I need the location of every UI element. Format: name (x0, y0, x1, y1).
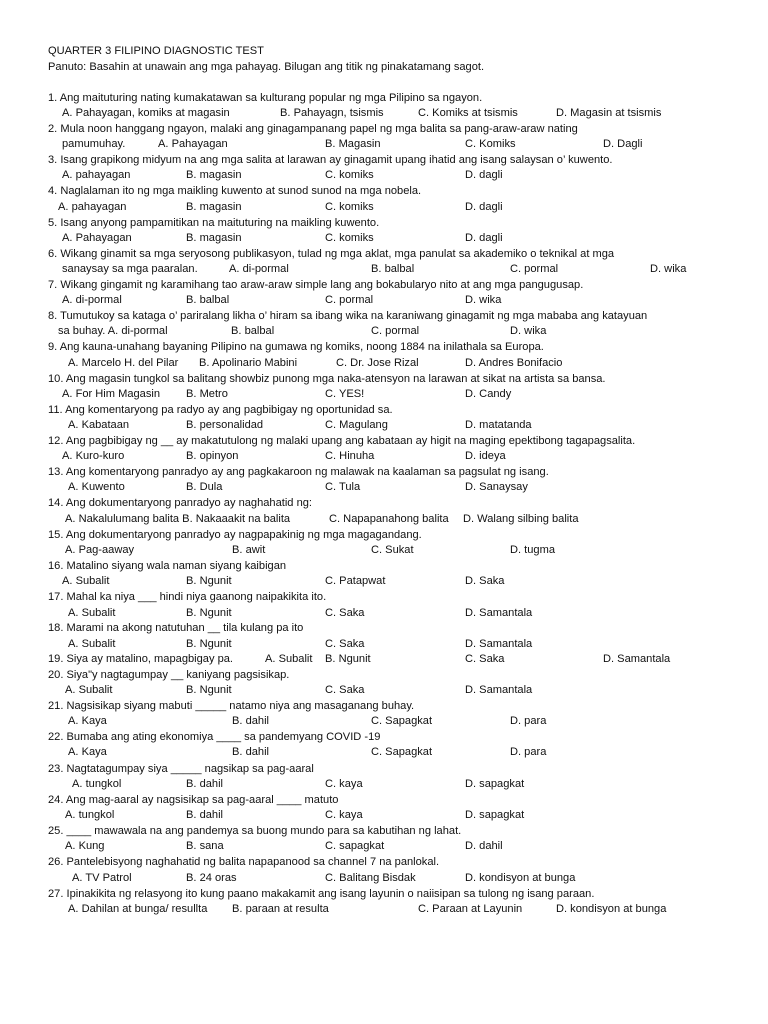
choice-11d[interactable]: D. matatanda (465, 419, 532, 431)
choice-10b[interactable]: B. Metro (186, 388, 228, 400)
choice-7a[interactable]: A. di-pormal (62, 294, 122, 306)
choice-5d[interactable]: D. dagli (465, 232, 503, 244)
choice-20a[interactable]: A. Subalit (65, 684, 113, 696)
choice-9a[interactable]: A. Marcelo H. del Pilar (68, 357, 179, 369)
question-7: 7. Wikang gingamit ng karamihang tao araw-araw simple lang ang bokabularyo nito at ang mga pangugusap. (48, 279, 584, 291)
choice-17a[interactable]: A. Subalit (68, 607, 116, 619)
choice-15a[interactable]: A. Pag-aaway (65, 544, 135, 556)
choice-15b[interactable]: B. awit (232, 544, 266, 556)
choice-14d[interactable]: D. Walang silbing balita (463, 513, 579, 525)
choice-6c[interactable]: C. pormal (510, 263, 559, 275)
choice-7d[interactable]: D. wika (465, 294, 502, 306)
choice-10d[interactable]: D. Candy (465, 388, 512, 400)
choice-6a[interactable]: A. di-pormal (229, 263, 289, 275)
choice-19a[interactable]: A. Subalit (265, 653, 313, 665)
question-21: 21. Nagsisikap siyang mabuti _____ natamo niya ang masaganang buhay. (48, 700, 415, 712)
choice-27c[interactable]: C. Paraan at Layunin (418, 903, 523, 915)
choice-8c[interactable]: C. pormal (371, 325, 420, 337)
choice-25a[interactable]: A. Kung (65, 840, 105, 852)
choice-4b[interactable]: B. magasin (186, 201, 242, 213)
choice-4d[interactable]: D. dagli (465, 201, 503, 213)
choice-1d[interactable]: D. Magasin at tsismis (556, 107, 662, 119)
choice-13c[interactable]: C. Tula (325, 481, 361, 493)
choice-17c[interactable]: C. Saka (325, 607, 365, 619)
choice-20b[interactable]: B. Ngunit (186, 684, 232, 696)
choice-17d[interactable]: D. Samantala (465, 607, 533, 619)
choice-2b[interactable]: B. Magasin (325, 138, 381, 150)
choice-12a[interactable]: A. Kuro-kuro (62, 450, 125, 462)
choice-6d[interactable]: D. wika (650, 263, 687, 275)
question-8-cont: sa buhay. A. di-pormal (58, 325, 168, 337)
question-12: 12. Ang pagbibigay ng __ ay makatutulong ng malaki upang ang kabataan ay higit na maging epektibong tagapagsalita. (48, 435, 636, 447)
choice-3b[interactable]: B. magasin (186, 169, 242, 181)
question-10: 10. Ang magasin tungkol sa balitang showbiz punong mga naka-atensyon na larawan at sikat na artista sa bansa. (48, 373, 606, 385)
choice-20c[interactable]: C. Saka (325, 684, 365, 696)
choice-24d[interactable]: D. sapagkat (465, 809, 525, 821)
question-20: 20. Siya"y nagtagumpay __ kaniyang pagsisikap. (48, 669, 290, 681)
question-26: 26. Pantelebisyong naghahatid ng balita napapanood sa channel 7 na panlokal. (48, 856, 440, 868)
document-title: QUARTER 3 FILIPINO DIAGNOSTIC TEST (48, 45, 264, 57)
choice-18c[interactable]: C. Saka (325, 638, 365, 650)
choice-17b[interactable]: B. Ngunit (186, 607, 232, 619)
choice-2d[interactable]: D. Dagli (603, 138, 643, 150)
choice-23b[interactable]: B. dahil (186, 778, 224, 790)
question-3: 3. Isang grapikong midyum na ang mga salita at larawan ay ginagamit upang ihatid ang isang salaysan o’ kuwento. (48, 154, 613, 166)
choice-10c[interactable]: C. YES! (325, 388, 365, 400)
choice-1b[interactable]: B. Pahayagn, tsismis (280, 107, 384, 119)
question-17: 17. Mahal ka niya ___ hindi niya gaanong naipakikita ito. (48, 591, 327, 603)
question-9: 9. Ang kauna-unahang bayaning Pilipino na gumawa ng komiks, noong 1884 na inilathala sa Europa. (48, 341, 544, 353)
choice-9b[interactable]: B. Apolinario Mabini (199, 357, 298, 369)
choice-24a[interactable]: A. tungkol (65, 809, 115, 821)
choice-11b[interactable]: B. personalidad (186, 419, 264, 431)
question-6: 6. Wikang ginamit sa mga seryosong publikasyon, tulad ng mga aklat, mga panulat sa akademiko o teknikal at mga (48, 248, 615, 260)
choice-6b[interactable]: B. balbal (371, 263, 415, 275)
question-14: 14. Ang dokumentaryong panradyo ay naghahatid ng: (48, 497, 312, 509)
choice-10a[interactable]: A. For Him Magasin (62, 388, 161, 400)
choice-5c[interactable]: C. komiks (325, 232, 374, 244)
choice-3d[interactable]: D. dagli (465, 169, 503, 181)
choice-16c[interactable]: C. Patapwat (325, 575, 386, 587)
choice-11c[interactable]: C. Magulang (325, 419, 388, 431)
question-1: 1. Ang maituturing nating kumakatawan sa kulturang popular ng mga Pilipino sa ngayon. (48, 92, 483, 104)
choice-16a[interactable]: A. Subalit (62, 575, 110, 587)
choice-5a[interactable]: A. Pahayagan (62, 232, 132, 244)
question-19: 19. Siya ay matalino, mapagbigay pa. (48, 653, 234, 665)
choice-13b[interactable]: B. Dula (186, 481, 223, 493)
choice-8d[interactable]: D. wika (510, 325, 547, 337)
choice-21b[interactable]: B. dahil (232, 715, 270, 727)
question-23: 23. Nagtatagumpay siya _____ nagsikap sa pag-aaral (48, 763, 314, 775)
choice-18b[interactable]: B. Ngunit (186, 638, 232, 650)
choice-23d[interactable]: D. sapagkat (465, 778, 525, 790)
question-11: 11. Ang komentaryong pa radyo ay ang pagbibigay ng oportunidad sa. (48, 404, 393, 416)
choice-12b[interactable]: B. opinyon (186, 450, 239, 462)
choice-16b[interactable]: B. Ngunit (186, 575, 232, 587)
choice-1a[interactable]: A. Pahayagan, komiks at magasin (62, 107, 230, 119)
choice-27a[interactable]: A. Dahilan at bunga/ resullta (68, 903, 208, 915)
choice-27d[interactable]: D. kondisyon at bunga (556, 903, 667, 915)
question-27: 27. Ipinakikita ng relasyong ito kung paano makakamit ang isang layunin o naiisipan sa tulong ng isang paraan. (48, 888, 595, 900)
choice-22a[interactable]: A. Kaya (68, 746, 107, 758)
choice-1c[interactable]: C. Komiks at tsismis (418, 107, 518, 119)
choice-21a[interactable]: A. Kaya (68, 715, 107, 727)
question-18: 18. Marami na akong natutuhan __ tila kulang pa ito (48, 622, 304, 634)
choice-18d[interactable]: D. Samantala (465, 638, 533, 650)
choice-19c[interactable]: C. Saka (465, 653, 505, 665)
choice-23a[interactable]: A. tungkol (72, 778, 122, 790)
choice-22c[interactable]: C. Sapagkat (371, 746, 433, 758)
choice-20d[interactable]: D. Samantala (465, 684, 533, 696)
choice-2c[interactable]: C. Komiks (465, 138, 516, 150)
choice-27b[interactable]: B. paraan at resulta (232, 903, 329, 915)
choice-5b[interactable]: B. magasin (186, 232, 242, 244)
question-5: 5. Isang anyong pampamitikan na maituturing na maikling kuwento. (48, 217, 380, 229)
choice-15d[interactable]: D. tugma (510, 544, 556, 556)
choice-24b[interactable]: B. dahil (186, 809, 224, 821)
choice-13d[interactable]: D. Sanaysay (465, 481, 528, 493)
choice-26c[interactable]: C. Balitang Bisdak (325, 872, 416, 884)
choice-12c[interactable]: C. Hinuha (325, 450, 375, 462)
choice-7c[interactable]: C. pormal (325, 294, 374, 306)
question-22: 22. Bumaba ang ating ekonomiya ____ sa pandemyang COVID -19 (48, 731, 381, 743)
choice-8b[interactable]: B. balbal (231, 325, 275, 337)
choice-21d[interactable]: D. para (510, 715, 547, 727)
choice-25c[interactable]: C. sapagkat (325, 840, 385, 852)
choice-21c[interactable]: C. Sapagkat (371, 715, 433, 727)
question-25: 25. ____ mawawala na ang pandemya sa buong mundo para sa kabutihan ng lahat. (48, 825, 462, 837)
choice-14c[interactable]: C. Napapanahong balita (329, 513, 449, 525)
choice-24c[interactable]: C. kaya (325, 809, 363, 821)
choice-25d[interactable]: D. dahil (465, 840, 503, 852)
question-6-cont: sanaysay sa mga paaralan. (62, 263, 198, 275)
choice-7b[interactable]: B. balbal (186, 294, 230, 306)
question-24: 24. Ang mag-aaral ay nagsisikap sa pag-aaral ____ matuto (48, 794, 339, 806)
choice-9c[interactable]: C. Dr. Jose Rizal (336, 357, 419, 369)
question-15: 15. Ang dokumentaryong panradyo ay nagpapakinig ng mga magagandang. (48, 529, 422, 541)
question-8: 8. Tumutukoy sa kataga o’ pariralang likha o’ hiram sa ibang wika na karaniwang ginagamit ng mga mababa ang katayuan (48, 310, 648, 322)
choice-19b[interactable]: B. Ngunit (325, 653, 371, 665)
choice-4a[interactable]: A. pahayagan (58, 201, 127, 213)
choice-22b[interactable]: B. dahil (232, 746, 270, 758)
question-16: 16. Matalino siyang wala naman siyang kaibigan (48, 560, 287, 572)
choice-22d[interactable]: D. para (510, 746, 547, 758)
choice-4c[interactable]: C. komiks (325, 201, 374, 213)
question-2: 2. Mula noon hanggang ngayon, malaki ang ginagampanang papel ng mga balita sa pang-araw-araw nating (48, 123, 578, 135)
choice-26b[interactable]: B. 24 oras (186, 872, 237, 884)
choice-3c[interactable]: C. komiks (325, 169, 374, 181)
choice-12d[interactable]: D. ideya (465, 450, 506, 462)
question-4: 4. Naglalaman ito ng mga maikling kuwento at sunod sunod na mga nobela. (48, 185, 422, 197)
instructions: Panuto: Basahin at unawain ang mga pahayag. Bilugan ang titik ng pinakatamang sagot. (48, 61, 485, 73)
question-13: 13. Ang komentaryong panradyo ay ang pagkakaroon ng malawak na kaalaman sa pagsulat ng isang. (48, 466, 549, 478)
choice-19d[interactable]: D. Samantala (603, 653, 671, 665)
choice-11a[interactable]: A. Kabataan (68, 419, 130, 431)
choice-26d[interactable]: D. kondisyon at bunga (465, 872, 576, 884)
choice-2a[interactable]: A. Pahayagan (158, 138, 228, 150)
choice-15c[interactable]: C. Sukat (371, 544, 414, 556)
choice-14ab[interactable]: A. Nakalulumang balita B. Nakaaakit na balita (65, 513, 291, 525)
choice-16d[interactable]: D. Saka (465, 575, 505, 587)
choice-13a[interactable]: A. Kuwento (68, 481, 125, 493)
choice-26a[interactable]: A. TV Patrol (72, 872, 132, 884)
choice-23c[interactable]: C. kaya (325, 778, 363, 790)
choice-18a[interactable]: A. Subalit (68, 638, 116, 650)
choice-25b[interactable]: B. sana (186, 840, 224, 852)
choice-9d[interactable]: D. Andres Bonifacio (465, 357, 563, 369)
choice-3a[interactable]: A. pahayagan (62, 169, 131, 181)
question-2-cont: pamumuhay. (62, 138, 126, 150)
